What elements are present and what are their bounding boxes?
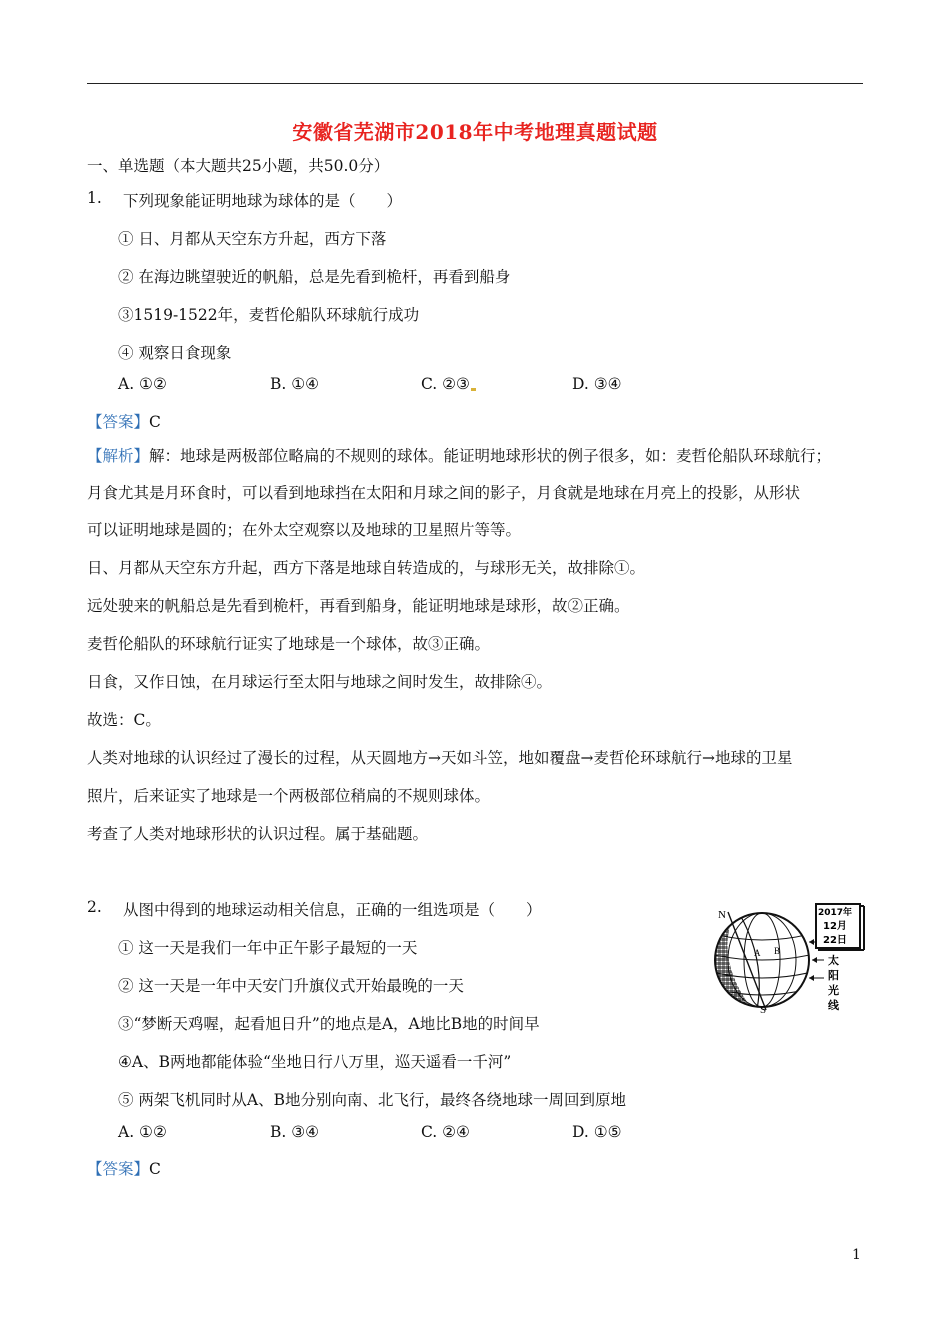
q1-option-a: A. ①② [118,375,167,393]
q2-item-4: ④A、B两地都能体验“坐地日行八万里，巡天遥看一千河” [118,1053,512,1071]
q1-answer [87,410,161,432]
q1-option-d: D. ③④ [572,375,622,393]
answer-tag: 【答案】 [87,1160,150,1178]
analysis-text: 解：地球是两极部位略扁的不规则的球体。能证明地球形状的例子很多，如：麦哲伦船队环球航行； [149,447,832,465]
calendar-month: 12月 [823,921,847,932]
q1-item-1: ① 日、月都从天空东方升起，西方下落 [118,230,387,248]
q1-item-4: ④ 观察日食现象 [118,344,232,362]
q2-option-a: A. ①② [118,1123,167,1141]
sunlight-char-2: 阳 [828,969,839,982]
analysis-tag: 【解析】 [87,447,150,465]
q1-number: 1. [87,189,102,207]
q1-analysis-line-10: 照片，后来证实了地球是一个两极部位稍扁的不规则球体。 [87,787,491,805]
page-number: 1 [852,1247,861,1263]
header-rule [87,83,863,84]
q2-item-1: ① 这一天是我们一年中正午影子最短的一天 [118,939,418,957]
q2-item-3: ③“梦断天鸡喔，起看旭日升”的地点是A，A地比B地的时间早 [118,1015,540,1033]
q2-option-b: B. ③④ [270,1123,320,1141]
q1-item-3: ③1519-1522年，麦哲伦船队环球航行成功 [118,306,420,324]
south-pole-label: S [760,1004,767,1014]
calendar-day: 22日 [823,935,847,946]
calendar-year: 2017年 [818,908,853,918]
north-pole-label: N [718,909,726,921]
q1-analysis-line-9: 人类对地球的认识经过了漫长的过程，从天圆地方→天如斗笠，地如覆盘→麦哲伦环球航行→地球的卫星 [87,749,793,767]
q1-stem: 下列现象能证明地球为球体的是（ ） [123,192,403,210]
q2-stem: 从图中得到的地球运动相关信息，正确的一组选项是（ ） [123,901,542,919]
q1-option-b: B. ①④ [270,375,320,393]
answer-value: C [149,1160,161,1178]
sunlight-char-3: 光 [828,984,839,997]
answer-value: C [149,413,161,431]
sunlight-char-1: 太 [828,954,839,967]
point-a-label: A [754,948,761,958]
point-b-label: B [774,946,781,956]
sunlight-char-4: 线 [828,999,839,1012]
highlight-mark [471,388,476,391]
q2-item-5: ⑤ 两架飞机同时从A、B地分别向南、北飞行，最终各绕地球一周回到原地 [118,1091,627,1109]
q1-analysis-line-11: 考查了人类对地球形状的认识过程。属于基础题。 [87,825,429,843]
q1-option-c-text: C. ②③ [421,375,470,393]
q2-option-c: C. ②④ [421,1123,470,1141]
section-heading: 一、单选题（本大题共25小题，共50.0分） [87,157,390,175]
page-title: 安徽省芜湖市2018年中考地理真题试题 [292,120,658,144]
q1-analysis-line-6: 麦哲伦船队的环球航行证实了地球是一个球体，故③正确。 [87,635,491,653]
q1-analysis-line-8: 故选：C。 [87,711,161,729]
q1-analysis-line-5: 远处驶来的帆船总是先看到桅杆，再看到船身，能证明地球是球形，故②正确。 [87,597,630,615]
q2-answer [87,1157,161,1179]
q1-analysis-line-3: 可以证明地球是圆的；在外太空观察以及地球的卫星照片等等。 [87,521,522,539]
answer-tag: 【答案】 [87,413,150,431]
globe-diagram [706,902,866,1014]
q2-item-2: ② 这一天是一年中天安门升旗仪式开始最晚的一天 [118,977,464,995]
earth-illumination-figure [706,902,866,1014]
q1-analysis-line-1 [87,444,831,466]
q1-analysis-line-2: 月食尤其是月环食时，可以看到地球挡在太阳和月球之间的影子，月食就是地球在月亮上的投影，从形状 [87,484,801,502]
q2-number: 2. [87,898,102,916]
q1-analysis-line-7: 日食，又作日蚀，在月球运行至太阳与地球之间时发生，故排除④。 [87,673,553,691]
q2-option-d: D. ①⑤ [572,1123,622,1141]
q1-analysis-line-4: 日、月都从天空东方升起，西方下落是地球自转造成的，与球形无关，故排除①。 [87,559,646,577]
q1-option-c [421,375,476,393]
q1-item-2: ② 在海边眺望驶近的帆船，总是先看到桅杆，再看到船身 [118,268,511,286]
